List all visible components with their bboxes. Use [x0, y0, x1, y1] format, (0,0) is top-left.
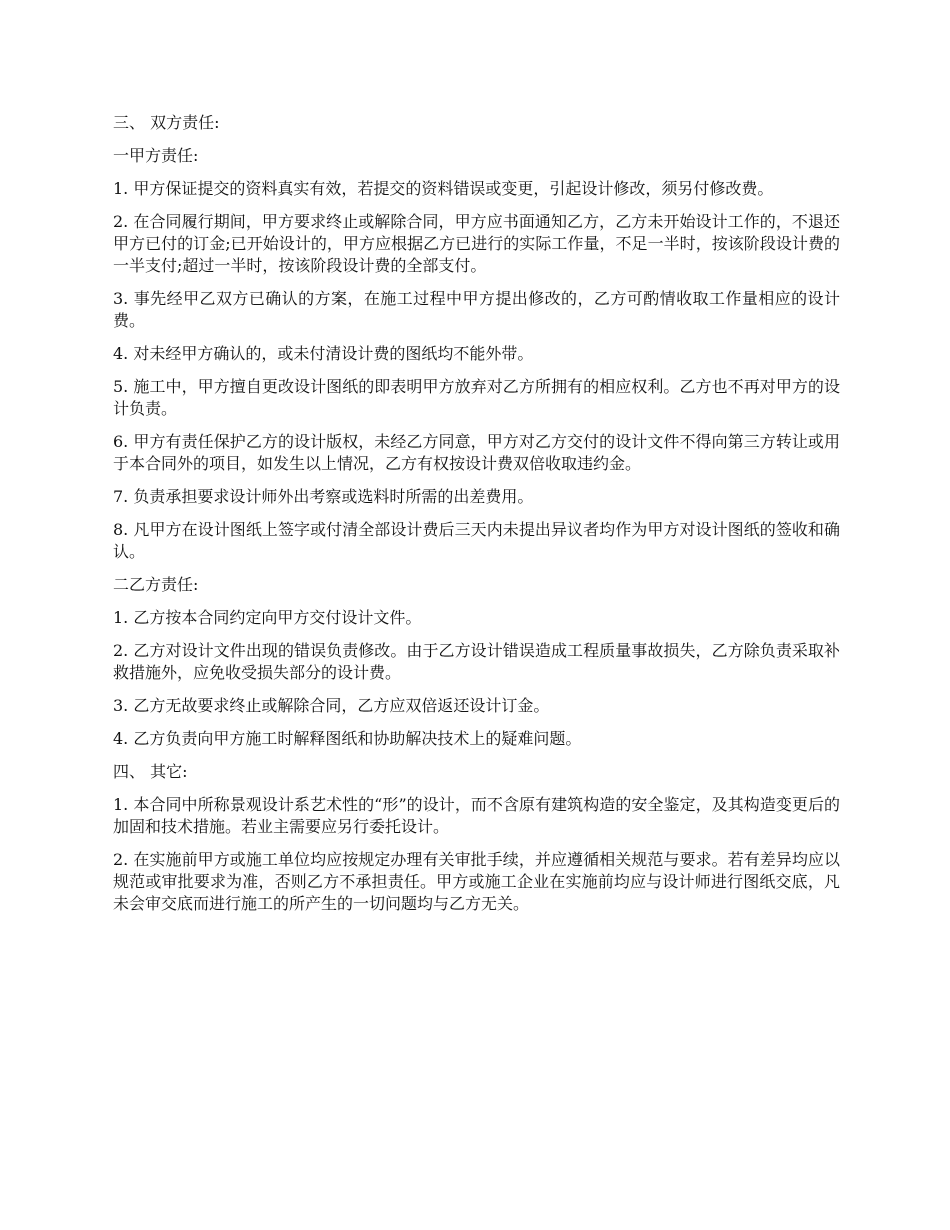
other-clause-1: 1. 本合同中所称景观设计系艺术性的“形”的设计，而不含原有建筑构造的安全鉴定，及其构造变更后的加固和技术措施。若业主需要应另行委托设计。 [113, 795, 840, 836]
section-heading-responsibilities: 三、 双方责任: [113, 113, 220, 132]
party-b-clause-2: 2. 乙方对设计文件出现的错误负责修改。由于乙方设计错误造成工程质量事故损失，乙方除负责采取补救措施外，应免收受损失部分的设计费。 [113, 641, 840, 682]
other-clause-2: 2. 在实施前甲方或施工单位均应按规定办理有关审批手续，并应遵循相关规范与要求。若有差异均应以规范或审批要求为准，否则乙方不承担责任。甲方或施工企业在实施前均应与设计师进行图纸交底，凡未会审交底而进行施工的所产生的一切问题均与乙方无关。 [113, 850, 840, 913]
document-page [113, 112, 840, 926]
party-b-clause-1: 1. 乙方按本合同约定向甲方交付设计文件。 [113, 608, 422, 627]
party-a-clause-5: 5. 施工中，甲方擅自更改设计图纸的即表明甲方放弃对乙方所拥有的相应权利。乙方也不再对甲方的设计负责。 [113, 377, 840, 418]
party-a-clause-3: 3. 事先经甲乙双方已确认的方案，在施工过程中甲方提出修改的，乙方可酌情收取工作量相应的设计费。 [113, 289, 840, 330]
party-a-clause-2: 2. 在合同履行期间，甲方要求终止或解除合同，甲方应书面通知乙方，乙方未开始设计工作的，不退还甲方已付的订金;已开始设计的，甲方应根据乙方已进行的实际工作量，不足一半时，按该阶段设计费的一半支付;超过一半时，按该阶段设计费的全部支付。 [113, 212, 840, 275]
party-a-clause-8: 8. 凡甲方在设计图纸上签字或付清全部设计费后三天内未提出异议者均作为甲方对设计图纸的签收和确认。 [113, 520, 840, 561]
party-b-clause-3: 3. 乙方无故要求终止或解除合同，乙方应双倍返还设计订金。 [113, 696, 550, 715]
subsection-heading-party-b: 二乙方责任: [113, 575, 199, 594]
party-a-clause-7: 7. 负责承担要求设计师外出考察或选料时所需的出差费用。 [113, 487, 534, 506]
section-heading-other: 四、 其它: [113, 762, 188, 781]
party-b-clause-4: 4. 乙方负责向甲方施工时解释图纸和协助解决技术上的疑难问题。 [113, 729, 582, 748]
subsection-heading-party-a: 一甲方责任: [113, 146, 199, 165]
party-a-clause-4: 4. 对未经甲方确认的，或未付清设计费的图纸均不能外带。 [113, 344, 534, 363]
party-a-clause-6: 6. 甲方有责任保护乙方的设计版权，未经乙方同意，甲方对乙方交付的设计文件不得向第三方转让或用于本合同外的项目，如发生以上情况，乙方有权按设计费双倍收取违约金。 [113, 432, 840, 473]
party-a-clause-1: 1. 甲方保证提交的资料真实有效，若提交的资料错误或变更，引起设计修改，须另付修改费。 [113, 179, 774, 198]
